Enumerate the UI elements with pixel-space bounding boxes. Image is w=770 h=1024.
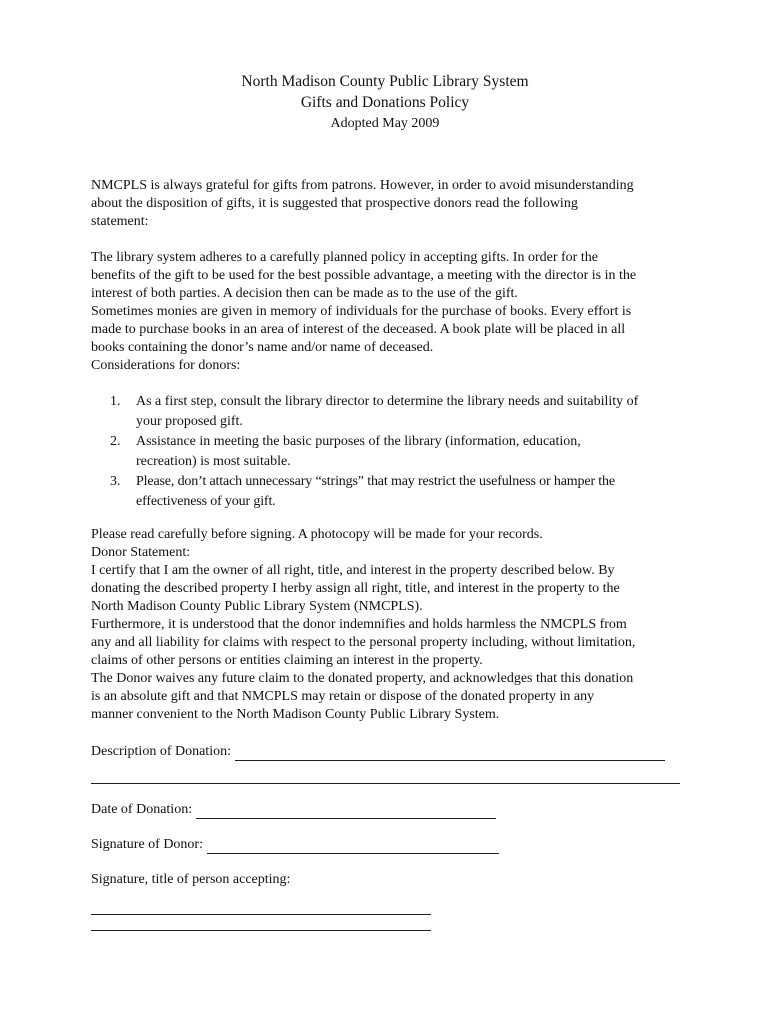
date-field <box>91 801 691 819</box>
list-item-line: effectiveness of your gift. <box>136 494 276 509</box>
description-field <box>91 743 691 761</box>
considerations-list <box>91 392 691 512</box>
policy-line: books containing the donor’s name and/or name of deceased. <box>91 340 434 355</box>
considerations-heading: Considerations for donors: <box>91 358 241 373</box>
intro-line: NMCPLS is always grateful for gifts from patrons. However, in order to avoid misunderstanding <box>91 178 634 193</box>
intro-paragraph <box>91 177 691 231</box>
list-item-line: your proposed gift. <box>136 414 243 429</box>
list-item-line: recreation) is most suitable. <box>136 454 291 469</box>
policy-line: Sometimes monies are given in memory of individuals for the purchase of books. Every effort is <box>91 304 632 319</box>
list-item-line: Please, don’t attach unnecessary “strings” that may restrict the usefulness or hamper the <box>136 474 615 489</box>
signature-label: Signature of Donor: <box>91 837 203 852</box>
signature-field <box>91 836 691 854</box>
policy-line: benefits of the gift to be used for the best possible advantage, a meeting with the director is in the <box>91 268 637 283</box>
donor-statement-section <box>91 526 691 724</box>
accepting-field <box>91 871 691 889</box>
list-number: 2. <box>110 434 121 449</box>
statement-line: is an absolute gift and that NMCPLS may retain or dispose of the donated property in any <box>91 689 595 704</box>
date-label: Date of Donation: <box>91 802 193 817</box>
document-header <box>0 71 770 133</box>
date-input-line[interactable] <box>196 804 496 819</box>
list-number: 3. <box>110 474 121 489</box>
donor-statement-heading: Donor Statement: <box>91 545 191 560</box>
title-line-1: North Madison County Public Library System <box>241 73 529 90</box>
policy-paragraph <box>91 249 691 375</box>
statement-line: Furthermore, it is understood that the donor indemnifies and holds harmless the NMCPLS from <box>91 617 627 632</box>
signature-input-line[interactable] <box>207 839 499 854</box>
list-item-line: Assistance in meeting the basic purposes of the library (information, education, <box>136 434 581 449</box>
list-number: 1. <box>110 394 121 409</box>
policy-line: interest of both parties. A decision then can be made as to the use of the gift. <box>91 286 518 301</box>
intro-line: statement: <box>91 214 149 229</box>
statement-line: any and all liability for claims with respect to the personal property including, without limitation, <box>91 635 636 650</box>
statement-line: donating the described property I herby assign all right, title, and interest in the property to the <box>91 581 620 596</box>
statement-line: I certify that I am the owner of all right, title, and interest in the property described below. By <box>91 563 615 578</box>
statement-line: claims of other persons or entities claiming an interest in the property. <box>91 653 483 668</box>
document-page <box>91 71 691 931</box>
intro-line: about the disposition of gifts, it is suggested that prospective donors read the following <box>91 196 578 211</box>
list-item <box>91 392 691 432</box>
statement-line: North Madison County Public Library System (NMCPLS). <box>91 599 423 614</box>
policy-line: made to purchase books in an area of interest of the deceased. A book plate will be placed in all <box>91 322 626 337</box>
accepting-label: Signature, title of person accepting: <box>91 872 291 887</box>
title-line-2: Gifts and Donations Policy <box>300 94 470 111</box>
policy-line: The library system adheres to a carefully planned policy in accepting gifts. In order for the <box>91 250 598 265</box>
accepting-input-line-1[interactable] <box>91 914 431 915</box>
list-item <box>91 472 691 512</box>
list-item-line: As a first step, consult the library director to determine the library needs and suitability of <box>136 394 639 409</box>
statement-line: The Donor waives any future claim to the donated property, and acknowledges that this donation <box>91 671 634 686</box>
description-input-line-2[interactable] <box>91 783 680 784</box>
description-label: Description of Donation: <box>91 744 231 759</box>
statement-line: Please read carefully before signing. A photocopy will be made for your records. <box>91 527 543 542</box>
adopted-date: Adopted May 2009 <box>330 116 440 131</box>
accepting-input-line-2[interactable] <box>91 930 431 931</box>
description-input-line[interactable] <box>235 746 665 761</box>
list-item <box>91 432 691 472</box>
statement-line: manner convenient to the North Madison County Public Library System. <box>91 707 500 722</box>
